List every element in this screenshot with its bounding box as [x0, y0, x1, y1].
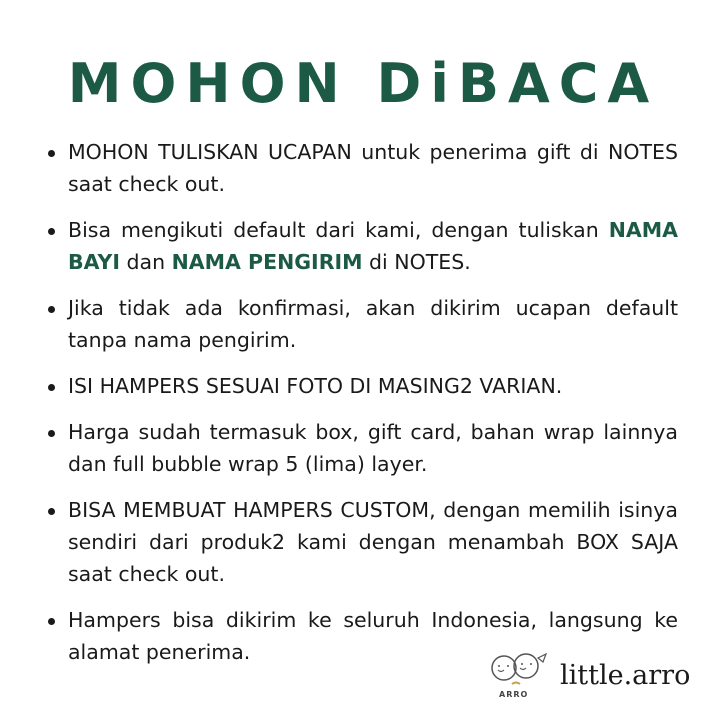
list-item	[46, 214, 678, 278]
item-text: di NOTES.	[362, 250, 471, 274]
list-item: MOHON TULISKAN UCAPAN untuk penerima gift di NOTES saat check out.	[46, 136, 678, 200]
list-item: Harga sudah termasuk box, gift card, bahan wrap lainnya dan full bubble wrap 5 (lima) layer.	[46, 416, 678, 480]
info-list	[46, 136, 678, 682]
list-item: Jika tidak ada konfirmasi, akan dikirim ucapan default tanpa nama pengirim.	[46, 292, 678, 356]
item-text: Bisa mengikuti default dari kami, dengan tuliskan	[68, 218, 609, 242]
highlight-nama-pengirim: NAMA PENGIRIM	[171, 250, 363, 274]
list-item: BISA MEMBUAT HAMPERS CUSTOM, dengan memilih isinya sendiri dari produk2 kami dengan menambah BOX SAJA saat check out.	[46, 494, 678, 590]
page-title: MOHON DiBACA	[67, 52, 659, 115]
highlight-nama-bayi: NAMA BAYI	[68, 218, 678, 274]
list-item: ISI HAMPERS SESUAI FOTO DI MASING2 VARIAN.	[46, 370, 678, 402]
item-text: dan	[120, 250, 172, 274]
list-item: Hampers bisa dikirim ke seluruh Indonesia, langsung ke alamat penerima.	[46, 604, 678, 668]
brand-logo-text: ARRO	[499, 690, 529, 699]
brand-name: little.arro	[560, 660, 691, 691]
